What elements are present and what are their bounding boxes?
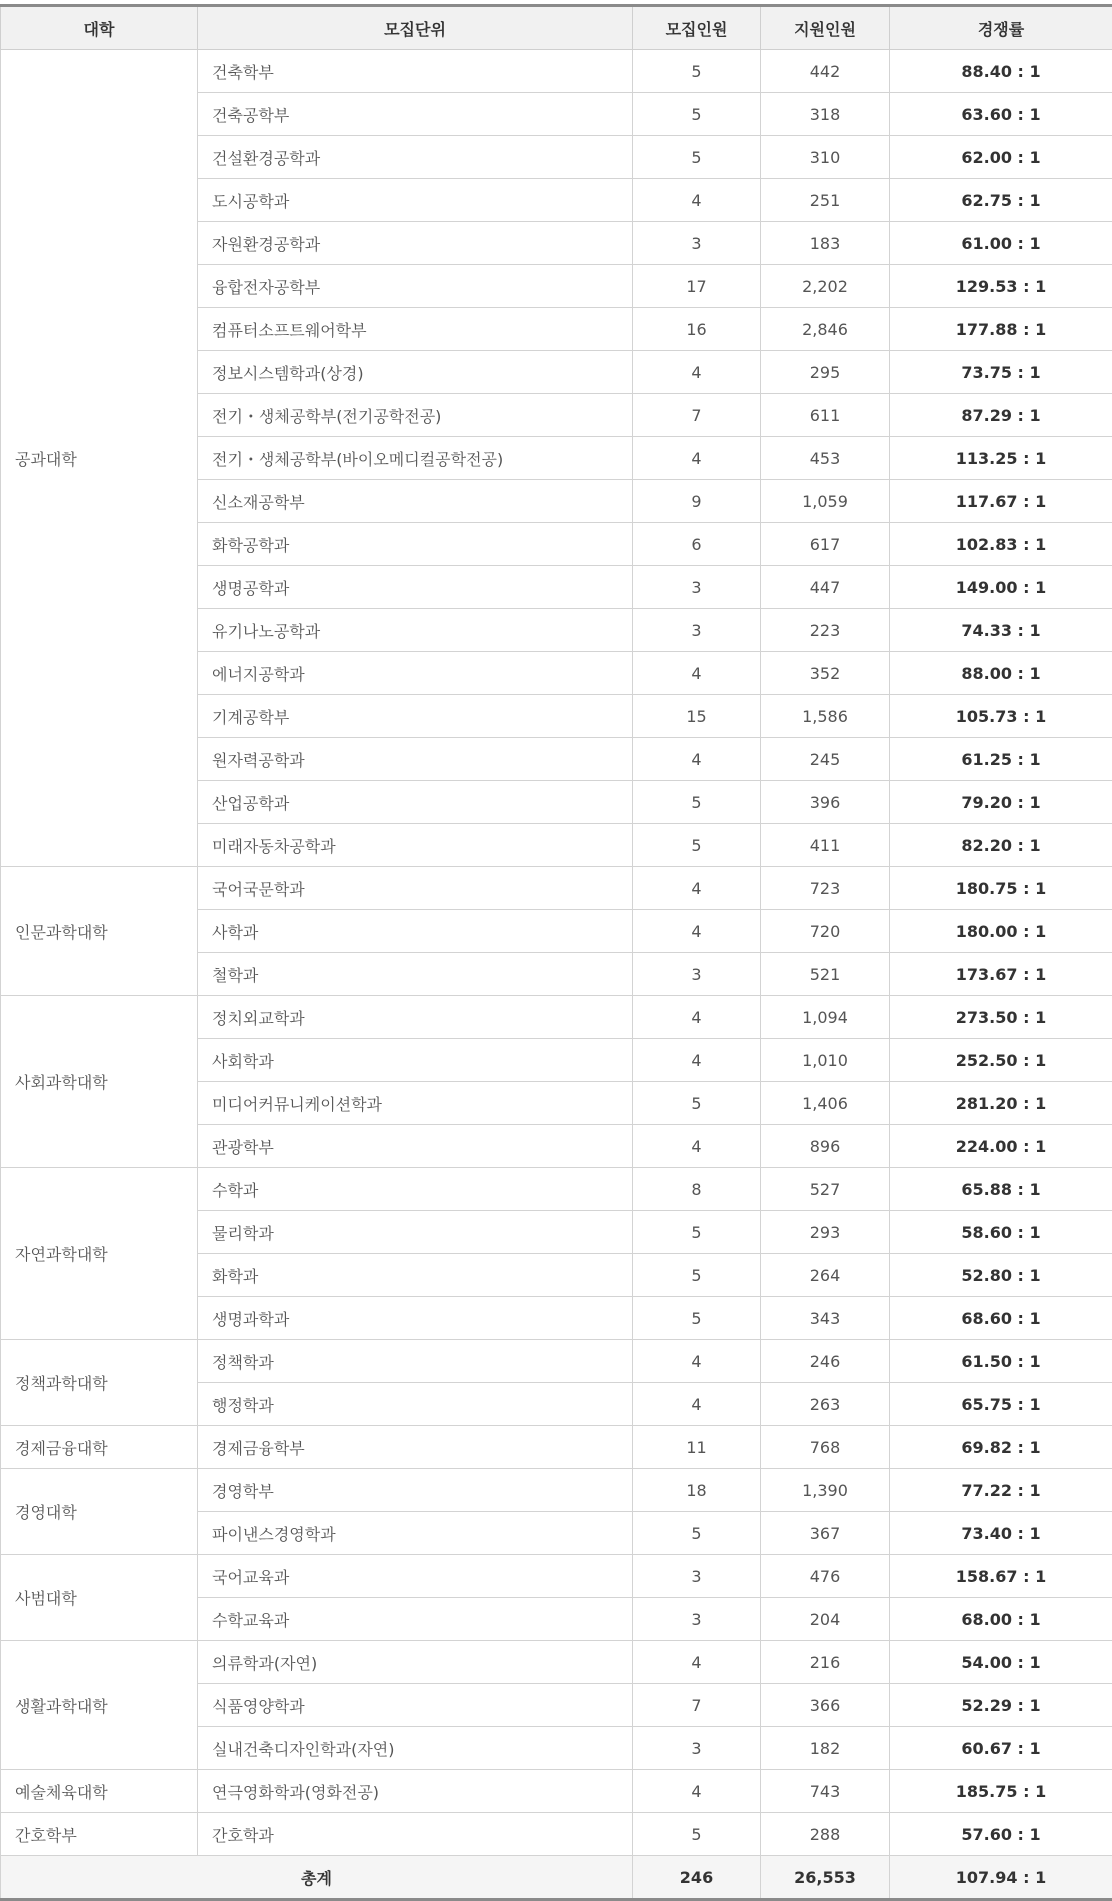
applicants-cell: 521 (761, 953, 890, 996)
ratio-cell: 180.75 : 1 (890, 867, 1112, 910)
ratio-cell: 63.60 : 1 (890, 93, 1112, 136)
ratio-cell: 73.75 : 1 (890, 351, 1112, 394)
quota-cell: 4 (633, 1340, 761, 1383)
total-applicants: 26,553 (761, 1856, 890, 1900)
quota-cell: 6 (633, 523, 761, 566)
ratio-cell: 68.00 : 1 (890, 1598, 1112, 1641)
quota-cell: 5 (633, 1297, 761, 1340)
applicants-cell: 263 (761, 1383, 890, 1426)
applicants-cell: 1,010 (761, 1039, 890, 1082)
applicants-cell: 411 (761, 824, 890, 867)
quota-cell: 3 (633, 566, 761, 609)
unit-cell: 철학과 (198, 953, 633, 996)
quota-cell: 17 (633, 265, 761, 308)
unit-cell: 연극영화학과(영화전공) (198, 1770, 633, 1813)
quota-cell: 3 (633, 222, 761, 265)
quota-cell: 4 (633, 1770, 761, 1813)
ratio-cell: 88.40 : 1 (890, 50, 1112, 93)
applicants-cell: 288 (761, 1813, 890, 1856)
unit-cell: 자원환경공학과 (198, 222, 633, 265)
applicants-cell: 527 (761, 1168, 890, 1211)
ratio-cell: 62.00 : 1 (890, 136, 1112, 179)
unit-cell: 사회학과 (198, 1039, 633, 1082)
unit-cell: 건축학부 (198, 50, 633, 93)
table-row (1, 1426, 1112, 1469)
applicants-cell: 1,094 (761, 996, 890, 1039)
quota-cell: 18 (633, 1469, 761, 1512)
unit-cell: 물리학과 (198, 1211, 633, 1254)
admission-table-container (0, 4, 1112, 1901)
applicants-cell: 246 (761, 1340, 890, 1383)
quota-cell: 4 (633, 1641, 761, 1684)
unit-cell: 원자력공학과 (198, 738, 633, 781)
ratio-cell: 79.20 : 1 (890, 781, 1112, 824)
ratio-cell: 65.88 : 1 (890, 1168, 1112, 1211)
quota-cell: 7 (633, 1684, 761, 1727)
total-row (1, 1856, 1112, 1900)
unit-cell: 컴퓨터소프트웨어학부 (198, 308, 633, 351)
quota-cell: 5 (633, 781, 761, 824)
quota-cell: 3 (633, 1555, 761, 1598)
unit-cell: 전기・생체공학부(바이오메디컬공학전공) (198, 437, 633, 480)
quota-cell: 4 (633, 996, 761, 1039)
applicants-cell: 318 (761, 93, 890, 136)
header-applicants: 지원인원 (761, 6, 890, 50)
unit-cell: 식품영양학과 (198, 1684, 633, 1727)
table-row (1, 1641, 1112, 1684)
quota-cell: 7 (633, 394, 761, 437)
applicants-cell: 1,390 (761, 1469, 890, 1512)
ratio-cell: 61.00 : 1 (890, 222, 1112, 265)
applicants-cell: 453 (761, 437, 890, 480)
applicants-cell: 442 (761, 50, 890, 93)
unit-cell: 산업공학과 (198, 781, 633, 824)
table-body (1, 50, 1112, 1856)
quota-cell: 5 (633, 824, 761, 867)
applicants-cell: 2,846 (761, 308, 890, 351)
college-cell: 사회과학대학 (1, 996, 198, 1168)
unit-cell: 생명공학과 (198, 566, 633, 609)
applicants-cell: 1,586 (761, 695, 890, 738)
quota-cell: 3 (633, 1598, 761, 1641)
unit-cell: 파이낸스경영학과 (198, 1512, 633, 1555)
ratio-cell: 173.67 : 1 (890, 953, 1112, 996)
quota-cell: 4 (633, 1039, 761, 1082)
applicants-cell: 366 (761, 1684, 890, 1727)
unit-cell: 정치외교학과 (198, 996, 633, 1039)
applicants-cell: 2,202 (761, 265, 890, 308)
college-cell: 생활과학대학 (1, 1641, 198, 1770)
ratio-cell: 74.33 : 1 (890, 609, 1112, 652)
applicants-cell: 768 (761, 1426, 890, 1469)
applicants-cell: 264 (761, 1254, 890, 1297)
applicants-cell: 223 (761, 609, 890, 652)
unit-cell: 생명과학과 (198, 1297, 633, 1340)
unit-cell: 실내건축디자인학과(자연) (198, 1727, 633, 1770)
ratio-cell: 281.20 : 1 (890, 1082, 1112, 1125)
table-row (1, 1340, 1112, 1383)
ratio-cell: 158.67 : 1 (890, 1555, 1112, 1598)
applicants-cell: 204 (761, 1598, 890, 1641)
college-cell: 자연과학대학 (1, 1168, 198, 1340)
applicants-cell: 216 (761, 1641, 890, 1684)
ratio-cell: 129.53 : 1 (890, 265, 1112, 308)
quota-cell: 5 (633, 1512, 761, 1555)
ratio-cell: 149.00 : 1 (890, 566, 1112, 609)
quota-cell: 5 (633, 1082, 761, 1125)
applicants-cell: 476 (761, 1555, 890, 1598)
quota-cell: 5 (633, 1813, 761, 1856)
unit-cell: 에너지공학과 (198, 652, 633, 695)
unit-cell: 수학교육과 (198, 1598, 633, 1641)
unit-cell: 화학과 (198, 1254, 633, 1297)
applicants-cell: 396 (761, 781, 890, 824)
quota-cell: 5 (633, 1254, 761, 1297)
total-quota: 246 (633, 1856, 761, 1900)
ratio-cell: 60.67 : 1 (890, 1727, 1112, 1770)
ratio-cell: 252.50 : 1 (890, 1039, 1112, 1082)
applicants-cell: 367 (761, 1512, 890, 1555)
quota-cell: 4 (633, 1383, 761, 1426)
ratio-cell: 73.40 : 1 (890, 1512, 1112, 1555)
ratio-cell: 52.29 : 1 (890, 1684, 1112, 1727)
total-ratio: 107.94 : 1 (890, 1856, 1112, 1900)
ratio-cell: 62.75 : 1 (890, 179, 1112, 222)
college-cell: 경영대학 (1, 1469, 198, 1555)
applicants-cell: 182 (761, 1727, 890, 1770)
applicants-cell: 310 (761, 136, 890, 179)
quota-cell: 4 (633, 179, 761, 222)
applicants-cell: 743 (761, 1770, 890, 1813)
quota-cell: 4 (633, 1125, 761, 1168)
unit-cell: 사학과 (198, 910, 633, 953)
header-unit: 모집단위 (198, 6, 633, 50)
college-cell: 간호학부 (1, 1813, 198, 1856)
unit-cell: 국어국문학과 (198, 867, 633, 910)
quota-cell: 9 (633, 480, 761, 523)
table-row (1, 1469, 1112, 1512)
unit-cell: 간호학과 (198, 1813, 633, 1856)
unit-cell: 융합전자공학부 (198, 265, 633, 308)
ratio-cell: 65.75 : 1 (890, 1383, 1112, 1426)
unit-cell: 국어교육과 (198, 1555, 633, 1598)
unit-cell: 정책학과 (198, 1340, 633, 1383)
ratio-cell: 102.83 : 1 (890, 523, 1112, 566)
quota-cell: 16 (633, 308, 761, 351)
applicants-cell: 617 (761, 523, 890, 566)
unit-cell: 정보시스템학과(상경) (198, 351, 633, 394)
applicants-cell: 245 (761, 738, 890, 781)
table-row (1, 996, 1112, 1039)
college-cell: 경제금융대학 (1, 1426, 198, 1469)
unit-cell: 건설환경공학과 (198, 136, 633, 179)
header-ratio: 경쟁률 (890, 6, 1112, 50)
ratio-cell: 82.20 : 1 (890, 824, 1112, 867)
quota-cell: 15 (633, 695, 761, 738)
applicants-cell: 183 (761, 222, 890, 265)
ratio-cell: 273.50 : 1 (890, 996, 1112, 1039)
applicants-cell: 295 (761, 351, 890, 394)
ratio-cell: 61.25 : 1 (890, 738, 1112, 781)
quota-cell: 8 (633, 1168, 761, 1211)
quota-cell: 3 (633, 609, 761, 652)
applicants-cell: 352 (761, 652, 890, 695)
table-row (1, 1555, 1112, 1598)
header-quota: 모집인원 (633, 6, 761, 50)
college-cell: 공과대학 (1, 50, 198, 867)
ratio-cell: 180.00 : 1 (890, 910, 1112, 953)
college-cell: 인문과학대학 (1, 867, 198, 996)
ratio-cell: 105.73 : 1 (890, 695, 1112, 738)
applicants-cell: 720 (761, 910, 890, 953)
unit-cell: 관광학부 (198, 1125, 633, 1168)
quota-cell: 3 (633, 1727, 761, 1770)
table-row (1, 1813, 1112, 1856)
unit-cell: 유기나노공학과 (198, 609, 633, 652)
unit-cell: 경영학부 (198, 1469, 633, 1512)
unit-cell: 수학과 (198, 1168, 633, 1211)
ratio-cell: 185.75 : 1 (890, 1770, 1112, 1813)
unit-cell: 건축공학부 (198, 93, 633, 136)
applicants-cell: 343 (761, 1297, 890, 1340)
ratio-cell: 113.25 : 1 (890, 437, 1112, 480)
quota-cell: 5 (633, 1211, 761, 1254)
ratio-cell: 69.82 : 1 (890, 1426, 1112, 1469)
quota-cell: 4 (633, 910, 761, 953)
applicants-cell: 1,406 (761, 1082, 890, 1125)
quota-cell: 4 (633, 652, 761, 695)
quota-cell: 11 (633, 1426, 761, 1469)
quota-cell: 4 (633, 867, 761, 910)
unit-cell: 경제금융학부 (198, 1426, 633, 1469)
ratio-cell: 54.00 : 1 (890, 1641, 1112, 1684)
college-cell: 사범대학 (1, 1555, 198, 1641)
unit-cell: 화학공학과 (198, 523, 633, 566)
ratio-cell: 52.80 : 1 (890, 1254, 1112, 1297)
admission-results-table (0, 4, 1112, 1901)
unit-cell: 행정학과 (198, 1383, 633, 1426)
college-cell: 정책과학대학 (1, 1340, 198, 1426)
ratio-cell: 117.67 : 1 (890, 480, 1112, 523)
applicants-cell: 1,059 (761, 480, 890, 523)
table-header-row (1, 6, 1112, 50)
unit-cell: 전기・생체공학부(전기공학전공) (198, 394, 633, 437)
applicants-cell: 251 (761, 179, 890, 222)
quota-cell: 4 (633, 738, 761, 781)
unit-cell: 의류학과(자연) (198, 1641, 633, 1684)
table-row (1, 50, 1112, 93)
quota-cell: 5 (633, 136, 761, 179)
quota-cell: 4 (633, 351, 761, 394)
ratio-cell: 177.88 : 1 (890, 308, 1112, 351)
unit-cell: 도시공학과 (198, 179, 633, 222)
applicants-cell: 723 (761, 867, 890, 910)
quota-cell: 5 (633, 93, 761, 136)
ratio-cell: 224.00 : 1 (890, 1125, 1112, 1168)
applicants-cell: 293 (761, 1211, 890, 1254)
college-cell: 예술체육대학 (1, 1770, 198, 1813)
applicants-cell: 896 (761, 1125, 890, 1168)
ratio-cell: 61.50 : 1 (890, 1340, 1112, 1383)
unit-cell: 기계공학부 (198, 695, 633, 738)
quota-cell: 4 (633, 437, 761, 480)
quota-cell: 3 (633, 953, 761, 996)
ratio-cell: 57.60 : 1 (890, 1813, 1112, 1856)
header-college: 대학 (1, 6, 198, 50)
ratio-cell: 88.00 : 1 (890, 652, 1112, 695)
table-row (1, 1168, 1112, 1211)
unit-cell: 미디어커뮤니케이션학과 (198, 1082, 633, 1125)
unit-cell: 미래자동차공학과 (198, 824, 633, 867)
quota-cell: 5 (633, 50, 761, 93)
ratio-cell: 87.29 : 1 (890, 394, 1112, 437)
table-row (1, 867, 1112, 910)
ratio-cell: 77.22 : 1 (890, 1469, 1112, 1512)
ratio-cell: 58.60 : 1 (890, 1211, 1112, 1254)
unit-cell: 신소재공학부 (198, 480, 633, 523)
ratio-cell: 68.60 : 1 (890, 1297, 1112, 1340)
table-row (1, 1770, 1112, 1813)
applicants-cell: 611 (761, 394, 890, 437)
applicants-cell: 447 (761, 566, 890, 609)
total-label: 총계 (1, 1856, 633, 1900)
